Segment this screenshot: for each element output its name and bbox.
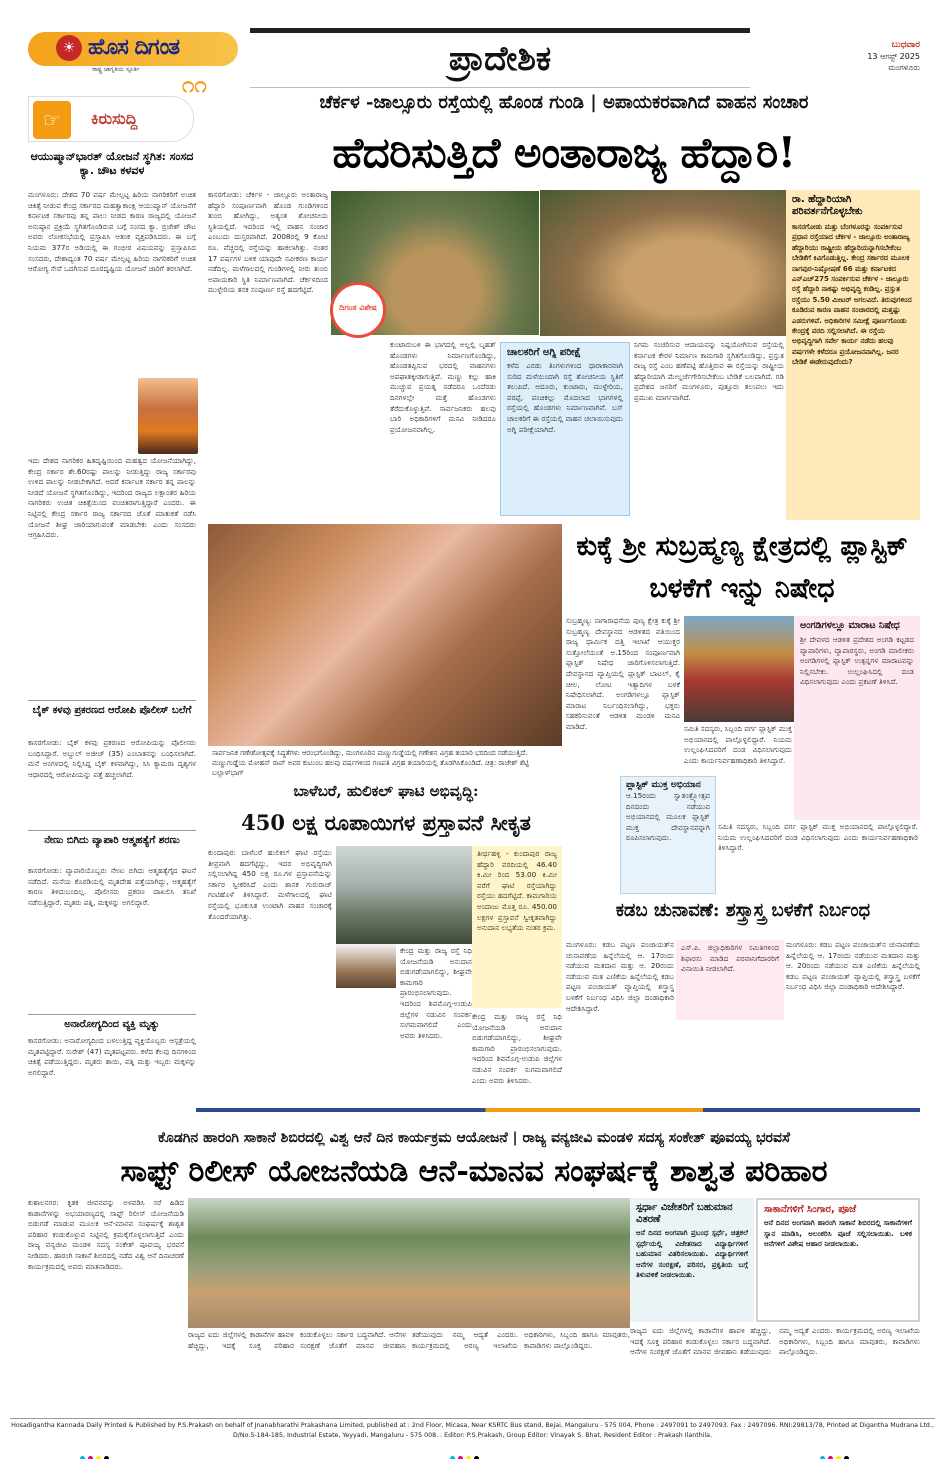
- dateline: [800, 40, 920, 73]
- city: ಮಂಗಳೂರು: [888, 63, 920, 72]
- section-title: ಪ್ರಾದೇಶಿಕ: [448, 39, 552, 79]
- kukke-side-text: [566, 778, 618, 898]
- winners-title: ಸ್ಪರ್ಧಾ ವಿಜೇತರಿಗೆ ಬಹುಮಾನ ವಿತರಣೆ: [636, 1202, 733, 1225]
- winners-box: [630, 1198, 754, 1322]
- main-headline: ಹೆದರಿಸುತ್ತಿದೆ ಅಂತಾರಾಜ್ಯ ಹೆದ್ದಾರಿ!: [332, 128, 796, 177]
- mp-photo: [138, 378, 198, 454]
- imprint-line: Hosadigantha Kannada Daily Printed & Published by P.S.Prakash on behalf of Jnanabharathi Prakashana Limited, published at : 2nd Floor, Micasa, Near KSRTC Bus stand, Bejai, Mangaluru - 575 004, Phone : 2497091 to 2497093. Fax : 2497096. RNI:29813/78, Printed at Digantha Mudrana Ltd., D/No.5-184-185, Industrial Estate, Yeyyadi, Mangaluru - 575 008. . Editor: P.S.Prakash, Group Editor: Vinayak S. Bhat, Resident Editor : Prakash Ilanthila.: [10, 1418, 935, 1444]
- decor-body: ಆನೆ ದಿನದ ಅಂಗವಾಗಿ ಹಾರಂಗಿ ಸಾಕಾನೆ ಶಿಬಿರದಲ್ಲಿ ಸಾಕಾನೆಗಳಿಗೆ ಸ್ನಾನ ಮಾಡಿಸಿ, ಅಲಂಕರಿಸಿ ಪೂಜೆ ಸಲ್ಲಿಸಲಾಯಿತು. ಬಳಿಕ ಆನೆಗಳಿಗೆ ವಿಶೇಷ ಆಹಾರ ನೀಡಲಾಯಿತು.: [764, 1218, 912, 1249]
- driver-box-title: ಚಾಲಕರಿಗೆ ಅಗ್ನಿ ಪರೀಕ್ಷೆ: [507, 347, 581, 358]
- ghat-info-text: ತೀರ್ಥಹಳ್ಳಿ - ಕುಂದಾಪುರ ರಾಜ್ಯ ಹೆದ್ದಾರಿ ವರದಿಯಲ್ಲಿ 46.40 ಕಿ.ಮೀ ರಿಂದ 53.00 ಕಿ.ಮೀ ವರೆಗೆ ಘಾಟಿ ರಸ್ತೆಯಾಗಿದ್ದು ರಸ್ತೆಯು ಹದಗೆಟ್ಟಿದೆ. ಕಾಮಗಾರಿಯ ಅಂದಾಜು ಮೊತ್ತ ರೂ. 450.00 ಲಕ್ಷಗಳ ಪ್ರಸ್ತಾವನೆ ಸ್ವೀಕೃತವಾಗಿದ್ದು ಅನುದಾನ ಲಭ್ಯತೆಯ ನಂತರ ಕ್ರಮ.: [477, 849, 557, 933]
- date: 13 ಆಗಸ್ಟ್ 2025: [867, 52, 920, 61]
- infobox-title: ರಾ. ಹೆದ್ದಾರಿಯಾಗಿ ಪರಿವರ್ತನೆಗೊಳ್ಳಬೇಕು: [792, 194, 863, 217]
- ghat-road-photo: [336, 846, 472, 944]
- kirusuddi-banner: [28, 96, 194, 142]
- elephant-body-tail: ರಾಜ್ಯದ ಐದು ಜಿಲ್ಲೆಗಳಲ್ಲಿ ಕಾಡಾನೆಗಳ ಹಾವಳಿ ಹೆಚ್ಚಿದ್ದು, ಇದಕ್ಕೆ ಸೂಕ್ತ ಪರಿಹಾರ ಕಂಡುಕೊಳ್ಳಲು ಸರ್ಕಾರ ಬದ್ಧವಾಗಿದೆ. ಆನೆಗಳ ಸಂರಕ್ಷಣೆ ಜೊತೆಗೆ ಮಾನವ ಜೀವಹಾನಿ ತಡೆಯುವುದು ನಮ್ಮ ಆದ್ಯತೆ ಎಂದರು. ಕಾರ್ಯಕ್ರಮದಲ್ಲಿ ಅರಣ್ಯ ಇಲಾಖೆಯ ಅಧಿಕಾರಿಗಳು, ಸಿಬ್ಬಂದಿ ಹಾಗೂ ಮಾವುತರು, ಕಾವಾಡಿಗಳು ಪಾಲ್ಗೊಂಡಿದ್ದರು.: [630, 1326, 920, 1357]
- shops-ban-box: [794, 616, 920, 820]
- lamp-icon: ☀: [56, 35, 82, 61]
- plastic-free-box: [620, 776, 716, 894]
- road-photo-2: [540, 190, 786, 336]
- ghat-kicker: ಬಾಳೆಬರೆ, ಹುಲಿಕಲ್ ಘಾಟಿ ಅಭಿವೃದ್ಧಿ:: [293, 782, 479, 800]
- main-story-col1: ಕಾಸರಗೋಡು: ಚೆರ್ಕಳ - ಜಾಲ್ಸೂರು ಅಂತಾರಾಜ್ಯ ಹೆದ್ದಾರಿ ಸಂಪೂರ್ಣವಾಗಿ ಹೊಂಡ ಗುಂಡಿಗಳಿಂದ ತುಂಬಿ ಹೋಗಿದ್ದು, ಅತ್ಯಂತ ಶೋಚನೀಯ ಸ್ಥಿತಿಯಲ್ಲಿದೆ. ಇದರಿಂದ ಇಲ್ಲಿ ವಾಹನ ಸಂಚಾರ ಎಂಬುದು ದುಸ್ತರವಾಗಿದೆ. 2008ರಲ್ಲಿ 9 ಕೋಟಿ ರೂ. ವೆಚ್ಚದಲ್ಲಿ ರಸ್ತೆಯನ್ನು ಹಾಕಲಾಗಿತ್ತು. ನಂತರ 17 ವರ್ಷಗಳ ಬಳಿಕ ಯಾವುದೇ ನವೀಕರಣ ಕಾರ್ಯ ನಡೆದಿಲ್ಲ. ಮಳೆಗಾಲದಲ್ಲಿ ಗುಂಡಿಗಳಲ್ಲಿ ನೀರು ತುಂಬಿ ಅಪಾಯಕಾರಿ ಸ್ಥಿತಿ ನಿರ್ಮಾಣವಾಗಿದೆ. ಚೆರ್ಕಳದಿಂದ ಮುಳ್ಳೇರಿಯ ತನಕ ಸಂಪೂರ್ಣ ರಸ್ತೆ ಹದಗೆಟ್ಟಿದೆ.: [208, 190, 328, 295]
- kukke-body-cont: ಸಮಿತಿ ಸದಸ್ಯರು, ಸಿಬ್ಬಂದಿ ವರ್ಗ ಪ್ಲಾಸ್ಟಿಕ್ ಮುಕ್ತ ಅಭಿಯಾನದಲ್ಲಿ ಪಾಲ್ಗೊಳ್ಳಲಿದ್ದಾರೆ. ನಿಯಮ ಉಲ್ಲಂಘಿಸಿದವರಿಗೆ ದಂಡ ವಿಧಿಸಲಾಗುವುದು ಎಂದು ಕಾರ್ಯನಿರ್ವಹಣಾಧಿಕಾರಿ ತಿಳಿಸಿದ್ದಾರೆ.: [684, 724, 792, 765]
- brief-4: [28, 1018, 196, 1032]
- brief-2: [28, 704, 196, 718]
- brand-tagline: ರಾಷ್ಟ್ರ ಜಾಗೃತಿಯ ಸ್ಪೂರ್ತಿ: [92, 66, 140, 73]
- brief-headline: ಬೈಕ್ ಕಳವು ಪ್ರಕರಣದ ಆರೋಪಿ ಪೊಲೀಸ್ ಬಲೆಗೆ: [32, 705, 192, 716]
- shops-ban-title: ಅಂಗಡಿಗಳಲ್ಲೂ ಮಾರಾಟ ನಿಷೇಧ: [800, 620, 900, 631]
- kukke-headline: ಕುಕ್ಕೆ ಶ್ರೀ ಸುಬ್ರಹ್ಮಣ್ಯ ಕ್ಷೇತ್ರದಲ್ಲಿ ಪ್ಲಾಸ್ಟಿಕ್ ಬಳಕೆಗೆ ಇನ್ನು ನಿಷೇಧ: [576, 531, 908, 604]
- weekday: ಬುಧವಾರ: [891, 40, 920, 50]
- brief-1: [28, 150, 196, 178]
- kadaba-body: ಮಂಗಳೂರು: ಕಡಬ ಪಟ್ಟಣ ಪಂಚಾಯತ್‌ನ ಚುನಾವಣೆಯ ಹಿನ್ನೆಲೆಯಲ್ಲಿ ಆ. 17ರಂದು ನಡೆಯುವ ಮತದಾನ ಮತ್ತು ಆ. 20ರಂದು ನಡೆಯುವ ಮತ ಎಣಿಕೆಯ ಹಿನ್ನೆಲೆಯಲ್ಲಿ ಕಡಬ ಪಟ್ಟಣ ಪಂಚಾಯತ್ ವ್ಯಾಪ್ತಿಯಲ್ಲಿ ಶಸ್ತ್ರಾಸ್ತ್ರ ಬಳಕೆಗೆ ನಿರ್ಬಂಧ ವಿಧಿಸಿ ಜಿಲ್ಲಾ ದಂಡಾಧಿಕಾರಿ ಆದೇಶಿಸಿದ್ದಾರೆ.: [566, 940, 674, 1013]
- registration-marks: [450, 1446, 498, 1454]
- highway-infobox: [786, 190, 920, 520]
- ganesha-idol-photo: [208, 524, 562, 746]
- brief-3: [28, 834, 196, 848]
- main-kicker: ಚೆರ್ಕಳ -ಜಾಲ್ಸೂರು ರಸ್ತೆಯಲ್ಲಿ ಹೊಂಡ ಗುಂಡಿ | ಅಪಾಯಕರವಾಗಿದೆ ವಾಹನ ಸಂಚಾರ: [319, 92, 809, 113]
- plastic-free-title: ಪ್ಲಾಸ್ಟಿಕ್ ಮುಕ್ತ ಅಭಿಯಾನ: [626, 780, 701, 790]
- elephant-camp-photo: [188, 1198, 630, 1328]
- hand-pointer-icon: ☞: [33, 101, 71, 139]
- driver-box: [500, 342, 630, 516]
- ganesha-caption: ಸಾರ್ವಜನಿಕ ಗಣೇಶೋತ್ಸವಕ್ಕೆ ಸಿದ್ಧತೆಗಳು ಆರಂಭಗೊಂಡಿದ್ದು, ಮಂಗಳೂರಿನ ಮಣ್ಣುಗುಡ್ಡೆಯಲ್ಲಿ ಗಣೇಶನ ವಿಗ್ರಹ ತಯಾರಿ ಭರದಿಂದ ನಡೆಯುತ್ತಿದೆ. ಮಣ್ಣುಗುಡ್ಡೆಯ ಮೋಹನ್ ರಾವ್ ಅವರ ಕುಟುಂಬ ಹಲವು ವರ್ಷಗಳಿಂದ ಗಣಪತಿ ವಿಗ್ರಹ ತಯಾರಿಯಲ್ಲಿ ತೊಡಗಿಸಿಕೊಂಡಿದೆ. ಚಿತ್ರ: ರಾಜೇಶ್ ಶೆಟ್ಟಿ ಬಲ್ಲಾಳ್‌ಭಾಗ್: [208, 746, 562, 774]
- elephant-kicker: ಕೊಡಗಿನ ಹಾರಂಗಿ ಸಾಕಾನೆ ಶಿಬಿರದಲ್ಲಿ ವಿಶ್ವ ಆನೆ ದಿನ ಕಾರ್ಯಕ್ರಮ ಆಯೋಜನೆ | ರಾಜ್ಯ ವನ್ಯಜೀವಿ ಮಂಡಳಿ ಸದಸ್ಯ ಸಂಕೇತ್ ಪೂವಯ್ಯ ಭರವಸೆ: [158, 1130, 790, 1146]
- brief-body: ಕಾಸರಗೋಡು: ಅನಾರೋಗ್ಯದಿಂದ ಬಳಲುತ್ತಿದ್ದ ವ್ಯಕ್ತಿಯೊಬ್ಬರು ಆಸ್ಪತ್ರೆಯಲ್ಲಿ ಮೃತಪಟ್ಟಿದ್ದಾರೆ. ಸುರೇಶ್ (47) ಮೃತಪಟ್ಟವರು. ಕಳೆದ ಕೆಲವು ದಿನಗಳಿಂದ ಚಿಕಿತ್ಸೆ ಪಡೆಯುತ್ತಿದ್ದರು. ಮೃತರು ತಾಯಿ, ಪತ್ನಿ ಮತ್ತು ಇಬ್ಬರು ಮಕ್ಕಳನ್ನು ಅಗಲಿದ್ದಾರೆ.: [28, 1036, 196, 1077]
- ghat-body-tail: ಕೇಂದ್ರ ಮತ್ತು ರಾಜ್ಯ ರಸ್ತೆ ನಿಧಿ ಯೋಜನೆಯಡಿ ಅನುದಾನ ಬಿಡುಗಡೆಯಾಗಲಿದ್ದು, ಶೀಘ್ರವೇ ಕಾಮಗಾರಿ ಪ್ರಾರಂಭಿಸಲಾಗುವುದು. ಇದರಿಂದ ಶಿವಮೊಗ್ಗ-ಉಡುಪಿ ಜಿಲ್ಲೆಗಳ ನಡುವಿನ ಸಂಪರ್ಕ ಸುಗಮವಾಗಲಿದೆ ಎಂದು ಅವರು ತಿಳಿಸಿದರು.: [472, 1012, 562, 1085]
- brief-headline: ನೇಣು ಬಿಗಿದು ವ್ಯಾಪಾರಿ ಆತ್ಮಹತ್ಯೆಗೆ ಶರಣು: [44, 835, 180, 846]
- brief-headline: ಆಯುಷ್ಮಾನ್‌ಭಾರತ್ ಯೋಜನೆ ಸ್ಥಗಿತ: ಸಂಸದ ಕ್ಯಾ. ಚೌಟ ಕಳವಳ: [30, 150, 194, 177]
- registration-marks: [80, 1446, 128, 1454]
- main-story-col3: ನಿಗಮ ಸಂಚರಿಸುವ ಆದಾಯವನ್ನು ನಿಷ್ಪಯೋಗಿಸುವ ರಸ್ತೆಯಲ್ಲಿ ಕರ್ನಾಟಕ ಕೇರಳ ನಿರ್ಮಾಣ ಕಾಮಗಾರಿ ಸ್ಥಗಿತಗೊಂಡಿದ್ದು, ಪ್ರಸ್ತುತ ರಾಜ್ಯ ರಸ್ತೆ ಎಂಬ ಹಣೆಪಟ್ಟಿ ಹೊತ್ತಿರುವ ಈ ರಸ್ತೆಯನ್ನು ರಾಷ್ಟ್ರೀಯ ಹೆದ್ದಾರಿಯಾಗಿ ಮೇಲ್ದರ್ಜೆಗೇರಿಸಬೇಕೆಂಬ ಬೇಡಿಕೆ ಬಲವಾಗಿದೆ. ಗಡಿ ಪ್ರದೇಶದ ಜನರಿಗೆ ಮಂಗಳೂರು, ಪುತ್ತೂರು ತಲುಪಲು ಇದು ಪ್ರಮುಖ ಮಾರ್ಗವಾಗಿದೆ.: [634, 340, 784, 402]
- section-divider-stripe: [196, 1108, 920, 1112]
- masthead: [28, 28, 238, 98]
- kadaba-box-text: ಎಸ್.ಪಿ. ಜಿಲ್ಲಾಧಿಕಾರಿಗಳ ಸಮಿತಿಗಳಿಂದ ಶಿಫಾರಸು ಮಾಡಿದ ಪರವಾನಿಗೆದಾರರಿಗೆ ವಿನಾಯಿತಿ ನೀಡಲಾಗಿದೆ.: [681, 943, 779, 974]
- page-number: ೧೧: [182, 72, 207, 98]
- brief-body: ಕಾಸರಗೋಡು: ವ್ಯಾಪಾರಿಯೊಬ್ಬರು ನೇಣು ಬಿಗಿದು ಆತ್ಮಹತ್ಯೆಗೈದ ಘಟನೆ ನಡೆದಿದೆ. ಮನೆಯ ಕೊಠಡಿಯಲ್ಲಿ ಮೃತದೇಹ ಪತ್ತೆಯಾಗಿದ್ದು, ಆತ್ಮಹತ್ಯೆಗೆ ಕಾರಣ ತಿಳಿದುಬಂದಿಲ್ಲ. ಪೊಲೀಸರು ಪ್ರಕರಣ ದಾಖಲಿಸಿ ತನಿಖೆ ನಡೆಸುತ್ತಿದ್ದಾರೆ. ಮೃತರು ಪತ್ನಿ, ಮಕ್ಕಳನ್ನು ಅಗಲಿದ್ದಾರೆ.: [28, 866, 196, 907]
- kadaba-exemption-box: [676, 940, 784, 1020]
- section-header: [250, 28, 750, 88]
- kirusuddi-label: ಕಿರುಸುದ್ದಿ: [91, 109, 138, 128]
- digantha-special-badge: ದಿಗಂತ ವಿಶೇಷ: [330, 282, 386, 338]
- kukke-body-tail: ಸಮಿತಿ ಸದಸ್ಯರು, ಸಿಬ್ಬಂದಿ ವರ್ಗ ಪ್ಲಾಸ್ಟಿಕ್ ಮುಕ್ತ ಅಭಿಯಾನದಲ್ಲಿ ಪಾಲ್ಗೊಳ್ಳಲಿದ್ದಾರೆ. ನಿಯಮ ಉಲ್ಲಂಘಿಸಿದವರಿಗೆ ದಂಡ ವಿಧಿಸಲಾಗುವುದು ಎಂದು ಕಾರ್ಯನಿರ್ವಹಣಾಧಿಕಾರಿ ತಿಳಿಸಿದ್ದಾರೆ.: [718, 822, 918, 853]
- kadaba-body-cont: ಮಂಗಳೂರು: ಕಡಬ ಪಟ್ಟಣ ಪಂಚಾಯತ್‌ನ ಚುನಾವಣೆಯ ಹಿನ್ನೆಲೆಯಲ್ಲಿ ಆ. 17ರಂದು ನಡೆಯುವ ಮತದಾನ ಮತ್ತು ಆ. 20ರಂದು ನಡೆಯುವ ಮತ ಎಣಿಕೆಯ ಹಿನ್ನೆಲೆಯಲ್ಲಿ ಕಡಬ ಪಟ್ಟಣ ಪಂಚಾಯತ್ ವ್ಯಾಪ್ತಿಯಲ್ಲಿ ಶಸ್ತ್ರಾಸ್ತ್ರ ಬಳಕೆಗೆ ನಿರ್ಬಂಧ ವಿಧಿಸಿ ಜಿಲ್ಲಾ ದಂಡಾಧಿಕಾರಿ ಆದೇಶಿಸಿದ್ದಾರೆ.: [786, 940, 920, 992]
- brief-body: ಮಂಗಳೂರು: ದೇಶದ 70 ವರ್ಷ ಮೇಲ್ಪಟ್ಟ ಹಿರಿಯ ನಾಗರಿಕರಿಗೆ ಉಚಿತ ಚಿಕಿತ್ಸೆ ನೀಡುವ ಕೇಂದ್ರ ಸರ್ಕಾರದ ಮಹತ್ವಾಕಾಂಕ್ಷಿ ಆಯುಷ್ಮಾನ್ ಯೋಜನೆಗೆ ಕರ್ನಾಟಕ ಸರ್ಕಾರವು ತನ್ನ ಪಾಲು ನೀಡದ ಕಾರಣ ರಾಜ್ಯದಲ್ಲಿ ಯೋಜನೆ ಅನುಷ್ಠಾನ ಪ್ರಕ್ರಿಯೆ ಸ್ಥಗಿತಗೊಂಡಿರುವ ಬಗ್ಗೆ ಸಂಸದ ಕ್ಯಾ. ಬ್ರಿಜೇಶ್ ಚೌಟ ಅವರು ಲೋಕಸಭೆಯಲ್ಲಿ ಪ್ರಸ್ತಾಪಿಸಿ ಆತಂಕ ವ್ಯಕ್ತಪಡಿಸಿದರು. ಈ ಬಗ್ಗೆ ನಿಯಮ 377ರ ಅಡಿಯಲ್ಲಿ ಈ ಗಂಭೀರ ವಿಷಯವನ್ನು ಪ್ರಸ್ತಾಪಿಸಿದ ಸಂಸದರು, ದೇಶಾದ್ಯಂತ 70 ವರ್ಷ ಮೇಲ್ಪಟ್ಟ ಹಿರಿಯ ನಾಗರಿಕರಿಗೆ ಉಚಿತ ಆರೋಗ್ಯ ಸೇವೆ ಒದಗಿಸುವ ದೂರದೃಷ್ಟಿಯ ಯೋಜನೆ ಜಾರಿಗೆ ತರಲಾಗಿದೆ.: [28, 190, 196, 274]
- brief-body-2: ಇದು ದೇಶದ ನಾಗರಿಕರ ಹಿತದೃಷ್ಟಿಯಿಂದ ಮಹತ್ವದ ಯೋಜನೆಯಾಗಿದ್ದು, ಕೇಂದ್ರ ಸರ್ಕಾರ ಶೇ.60ರಷ್ಟು ಪಾಲನ್ನು ನೀಡುತ್ತಿದ್ದು ರಾಜ್ಯ ಸರ್ಕಾರವು ಉಳಿದ ಪಾಲನ್ನು ನೀಡಬೇಕಾಗಿದೆ. ಆದರೆ ಕರ್ನಾಟಕ ಸರ್ಕಾರ ತನ್ನ ಪಾಲನ್ನು ನೀಡದೆ ಯೋಜನೆ ಸ್ಥಗಿತಗೊಂಡಿದ್ದು, ಇದರಿಂದ ರಾಜ್ಯದ ಲಕ್ಷಾಂತರ ಹಿರಿಯ ನಾಗರಿಕರು ಉಚಿತ ಚಿಕಿತ್ಸೆಯಿಂದ ವಂಚಿತರಾಗುತ್ತಿದ್ದಾರೆ ಎಂದರು. ಈ ನಿಟ್ಟಿನಲ್ಲಿ ಕೇಂದ್ರ ಸರ್ಕಾರ ರಾಜ್ಯ ಸರ್ಕಾರದ ಜೊತೆ ಮಾತುಕತೆ ನಡೆಸಿ ಯೋಜನೆ ಶೀಘ್ರ ಜಾರಿಯಾಗುವಂತೆ ಮಾಡಬೇಕು ಎಂದು ಸಂಸದರು ಆಗ್ರಹಿಸಿದರು.: [28, 456, 196, 540]
- elephant-body: ಕುಶಾಲನಗರ: ಕೃತಕ ಜೀವನವನ್ನು ಅಳವಡಿಸಿ ಸರೆ ಹಿಡಿದ ಕಾಡಾನೆಗಳನ್ನು ಅಭಯಾರಣ್ಯದಲ್ಲಿ ಸಾಫ್ಟ್ ರಿಲೀಸ್ ಯೋಜನೆಯಡಿ ಬಿಡುಗಡೆ ಮಾಡುವ ಮೂಲಕ ಆನೆ-ಮಾನವ ಸಂಘರ್ಷಕ್ಕೆ ಶಾಶ್ವತ ಪರಿಹಾರ ಕಂಡುಕೊಳ್ಳುವ ನಿಟ್ಟಿನಲ್ಲಿ ಕ್ರಮಕೈಗೊಳ್ಳಲಾಗುತ್ತಿದೆ ಎಂದು ರಾಜ್ಯ ವನ್ಯಜೀವಿ ಮಂಡಳಿ ಸದಸ್ಯ ಸಂಕೇತ್ ಪೂವಯ್ಯ ಭರವಸೆ ನೀಡಿದರು. ಹಾರಂಗಿ ಸಾಕಾನೆ ಶಿಬಿರದಲ್ಲಿ ನಡೆದ ವಿಶ್ವ ಆನೆ ದಿನಾಚರಣೆ ಕಾರ್ಯಕ್ರಮದಲ್ಲಿ ಅವರು ಮಾತನಾಡಿದರು.: [28, 1198, 184, 1271]
- elephant-headline: ಸಾಫ್ಟ್ ರಿಲೀಸ್ ಯೋಜನೆಯಡಿ ಆನೆ-ಮಾನವ ಸಂಘರ್ಷಕ್ಕೆ ಶಾಶ್ವತ ಪರಿಹಾರ: [120, 1154, 828, 1189]
- ghat-info-box: [472, 846, 562, 1008]
- ghat-body-cont: ಕೇಂದ್ರ ಮತ್ತು ರಾಜ್ಯ ರಸ್ತೆ ನಿಧಿ ಯೋಜನೆಯಡಿ ಅನುದಾನ ಬಿಡುಗಡೆಯಾಗಲಿದ್ದು, ಶೀಘ್ರವೇ ಕಾಮಗಾರಿ ಪ್ರಾರಂಭಿಸಲಾಗುವುದು. ಇದರಿಂದ ಶಿವಮೊಗ್ಗ-ಉಡುಪಿ ಜಿಲ್ಲೆಗಳ ನಡುವಿನ ಸಂಪರ್ಕ ಸುಗಮವಾಗಲಿದೆ ಎಂದು ಅವರು ತಿಳಿಸಿದರು.: [400, 946, 472, 1040]
- brief-body: ಕಾಸರಗೋಡು: ಬೈಕ್ ಕಳವು ಪ್ರಕರಣದ ಆರೋಪಿಯನ್ನು ಪೊಲೀಸರು ಬಂಧಿಸಿದ್ದಾರೆ. ಅಬ್ದುಲ್ ಅಜೀಜ್ (35) ಎಂಬಾತನನ್ನು ಬಂಧಿಸಲಾಗಿದೆ. ಮನೆ ಅಂಗಳದಲ್ಲಿ ನಿಲ್ಲಿಸಿದ್ದ ಬೈಕ್ ಕಳವಾಗಿದ್ದು, ಸಿಸಿ ಕ್ಯಾಮರಾ ದೃಶ್ಯಗಳ ಆಧಾರದಲ್ಲಿ ಆರೋಪಿಯನ್ನು ಪತ್ತೆ ಹಚ್ಚಲಾಗಿದೆ.: [28, 738, 196, 779]
- kukke-body: ಸುಬ್ರಹ್ಮಣ್ಯ: ನಾಗಾರಾಧನೆಯ ಪುಣ್ಯ ಕ್ಷೇತ್ರ ಕುಕ್ಕೆ ಶ್ರೀ ಸುಬ್ರಹ್ಮಣ್ಯ ದೇವಸ್ಥಾನದ ಆಡಳಿತದ ವತಿಯಿಂದ ರಾಜ್ಯ ಧಾರ್ಮಿಕ ದತ್ತಿ ಇಲಾಖೆ ಆಯುಕ್ತರ ಸುತ್ತೋಲೆಯಂತೆ ಆ.15ರಿಂದ ಸಂಪೂರ್ಣವಾಗಿ ಪ್ಲಾಸ್ಟಿಕ್ ನಿಷೇಧ ಜಾರಿಗೊಳಿಸಲಾಗುತ್ತಿದೆ. ದೇವಸ್ಥಾನದ ವ್ಯಾಪ್ತಿಯಲ್ಲಿ ಪ್ಲಾಸ್ಟಿಕ್ ಬಾಟಲ್, ಕೈ ಚೀಲ, ಲೋಟ ಇತ್ಯಾದಿಗಳ ಬಳಕೆ ನಿಷೇಧಿಸಲಾಗಿದೆ. ಅಂಗಡಿಗಳಲ್ಲೂ ಪ್ಲಾಸ್ಟಿಕ್ ಮಾರಾಟ ನಿರ್ಬಂಧಿಸಲಾಗಿದ್ದು, ಭಕ್ತರು ಸಹಕರಿಸುವಂತೆ ಆಡಳಿತ ಮಂಡಳಿ ಮನವಿ ಮಾಡಿದೆ.: [566, 616, 680, 731]
- kukke-temple-photo: [684, 616, 794, 722]
- divider: [28, 1014, 196, 1015]
- kadaba-headline: ಕಡಬ ಚುನಾವಣೆ: ಶಸ್ತ್ರಾಸ್ತ್ರ ಬಳಕೆಗೆ ನಿರ್ಬಂಧ: [615, 900, 871, 921]
- winners-body: ಆನೆ ದಿನದ ಅಂಗವಾಗಿ ಪ್ರಬಂಧ ಸ್ಪರ್ಧೆ, ಚಿತ್ರಕಲೆ ಸ್ಪರ್ಧೆಯಲ್ಲಿ ವಿಜೇತರಾದ ವಿದ್ಯಾರ್ಥಿಗಳಿಗೆ ಬಹುಮಾನ ವಿತರಿಸಲಾಯಿತು. ವಿದ್ಯಾರ್ಥಿಗಳಿಗೆ ಆನೆಗಳ ಸಂರಕ್ಷಣೆ, ಪರಿಸರ, ಪ್ರಕೃತಿಯ ಬಗ್ಗೆ ತಿಳುವಳಿಕೆ ನೀಡಲಾಯಿತು.: [636, 1228, 748, 1280]
- decor-title: ಸಾಕಾನೆಗಳಿಗೆ ಸಿಂಗಾರ, ಪೂಜೆ: [764, 1204, 857, 1215]
- brand-name: ಹೊಸ ದಿಗಂತ: [88, 34, 180, 60]
- infobox-body: ಕಾಸರಗೋಡು ಮತ್ತು ಬೆಂಗಳೂರನ್ನು ಸಂಪರ್ಕಿಸುವ ಪ್ರಧಾನ ರಸ್ತೆಯಾದ ಚೆರ್ಕಳ - ಜಾಲ್ಸೂರು ಅಂತಾರಾಜ್ಯ ಹೆದ್ದಾರಿಯು ರಾಷ್ಟ್ರೀಯ ಹೆದ್ದಾರಿಯನ್ನಾಗಿಸಬೇಕೆಂಬ ಬೇಡಿಕೆಗೆ ಕಿವಿಗೊಡುತ್ತಿಲ್ಲ. ಕೇಂದ್ರ ಸರ್ಕಾರದ ಮೂಲಕ ನಾಗಪುರ-ನಿಷ್ಕೋಷಣೆ 66 ಮತ್ತು ಕರ್ನಾಟಕದ ಎನ್‌ಎಚ್‌275 ಸಂಪರ್ಕಿಸುವ ಚೆರ್ಕಳ - ಜಾಲ್ಸೂರು ರಸ್ತೆ ಹೆದ್ದಾರಿ ನಾಕಷ್ಟು ಅಭಿವೃದ್ಧಿ ಕಂಡಿಲ್ಲ. ಪ್ರಸ್ತುತ ರಸ್ತೆಯು 5.50 ಮೀಟರ್ ಅಗಲವಿದೆ. ತಿರುವುಗಳಿಂದ ಕೂಡಿರುವ ಕಾರಣ ವಾಹನ ಸಂಚಾರದಲ್ಲಿ ಮತ್ತಷ್ಟು ಎಡರುಗಳಿವೆ. ಅಧಿಕಾರಿಗಳ ಸಮೀಕ್ಷೆ ಪೂರ್ಣಗೊಂಡು ಕೇಂದ್ರಕ್ಕೆ ವರದಿ ಸಲ್ಲಿಸಲಾಗಿದೆ. ಈ ರಸ್ತೆಯ ಅಭಿವೃದ್ಧಿಗಾಗಿ ಸರ್ವೇ ಕಾರ್ಯ ನಡೆದು ಹಲವು ವರ್ಷಗಳೇ ಕಳೆದರೂ ಪ್ರಯೋಜನವಾಗಿಲ್ಲ. ಜನರ ಬೇಡಿಕೆ ಈಡೇರುವುದೆಂದು?: [792, 223, 912, 367]
- decor-box: [756, 1198, 920, 1322]
- brief-body-cont: [28, 378, 134, 456]
- ghat-body: ಕುಂದಾಪುರ: ಬಾಳೆಬರೆ ಹುಲಿಕಲ್ ಘಾಟಿ ರಸ್ತೆಯು ತೀವ್ರವಾಗಿ ಹದಗೆಟ್ಟಿದ್ದು, ಇದರ ಅಭಿವೃದ್ಧಿಗಾಗಿ ಸಲ್ಲಿಸಲಾಗಿದ್ದ 450 ಲಕ್ಷ ರೂ.ಗಳ ಪ್ರಸ್ತಾವನೆಯನ್ನು ಸರ್ಕಾರ ಸ್ವೀಕರಿಸಿದೆ ಎಂದು ಶಾಸಕ ಗುರುರಾಜ್ ಗಂಟಿಹೊಳೆ ತಿಳಿಸಿದ್ದಾರೆ. ಮಳೆಗಾಲದಲ್ಲಿ ಘಾಟಿ ರಸ್ತೆಯಲ್ಲಿ ಭೂಕುಸಿತ ಉಂಟಾಗಿ ವಾಹನ ಸಂಚಾರಕ್ಕೆ ತೊಂದರೆಯಾಗಿತ್ತು.: [208, 848, 332, 921]
- main-story-col2: ಕುಂಟಾರುಬಳಿ ಈ ಭಾಗದಲ್ಲಿ ಅಲ್ಲಲ್ಲಿ ಬೃಹತ್ ಹೊಂಡಗಳು ನಿರ್ಮಾಣಗೊಂಡಿದ್ದು, ಹೊಂಡತಪ್ಪಿಸುವ ಭರದಲ್ಲಿ ವಾಹನಗಳು ಅಪಘಾತಕ್ಕೀಡಾಗುತ್ತಿವೆ. ಮಣ್ಣು ಕಲ್ಲು ಹಾಕಿ ಮುಚ್ಚುವ ಪ್ರಯತ್ನ ನಡೆದರೂ ಒಂದೆರಡು ದಿನಗಳಲ್ಲೇ ಮತ್ತೆ ಹೊಂಡಗಳು ತೆರೆದುಕೊಳ್ಳುತ್ತಿವೆ. ಸಾರ್ವಜನಿಕರು ಹಲವು ಬಾರಿ ಅಧಿಕಾರಿಗಳಿಗೆ ಮನವಿ ನೀಡಿದರೂ ಪ್ರಯೋಜನವಾಗಿಲ್ಲ.: [390, 340, 496, 434]
- brief-headline: ಅನಾರೋಗ್ಯದಿಂದ ವ್ಯಕ್ತಿ ಮೃತ್ಯು: [64, 1019, 160, 1030]
- shops-ban-body: ಶ್ರೀ ದೇವಳದ ಆಡಳಿತ ಪ್ರದೇಶದ ಅಂಗಡಿ ಕಟ್ಟಡದ ವ್ಯಾಪಾರಿಗಳು, ವ್ಯಾಪಾರಸ್ಥರು, ಅಂಗಡಿ ಮಾಲೀಕರು ಅಂಗಡಿಗಳಲ್ಲಿ ಪ್ಲಾಸ್ಟಿಕ್ ಉತ್ಪನ್ನಗಳ ಮಾರಾಟವನ್ನು ನಿಲ್ಲಿಸಬೇಕು. ಉಲ್ಲಂಘಿಸಿದಲ್ಲಿ ದಂಡ ವಿಧಿಸಲಾಗುವುದು ಎಂದು ಪ್ರಕಟಣೆ ತಿಳಿಸಿದೆ.: [800, 635, 914, 687]
- divider: [28, 830, 196, 831]
- plastic-free-body: ಆ.15ರಂದು ಸ್ವಾತಂತ್ರ್ಯೋತ್ಸವ ದಿನದಂದು ನಡೆಯುವ ಅಭಿಯಾನದಲ್ಲಿ ಮೂಲಕ ಪ್ಲಾಸ್ಟಿಕ್ ಮುಕ್ತ ದೇವಸ್ಥಾನವನ್ನಾಗಿ ರೂಪಿಸಲಾಗುವುದು.: [626, 791, 710, 843]
- elephant-body-cont: ರಾಜ್ಯದ ಐದು ಜಿಲ್ಲೆಗಳಲ್ಲಿ ಕಾಡಾನೆಗಳ ಹಾವಳಿ ಹೆಚ್ಚಿದ್ದು, ಇದಕ್ಕೆ ಸೂಕ್ತ ಪರಿಹಾರ ಕಂಡುಕೊಳ್ಳಲು ಸರ್ಕಾರ ಬದ್ಧವಾಗಿದೆ. ಆನೆಗಳ ಸಂರಕ್ಷಣೆ ಜೊತೆಗೆ ಮಾನವ ಜೀವಹಾನಿ ತಡೆಯುವುದು ನಮ್ಮ ಆದ್ಯತೆ ಎಂದರು. ಕಾರ್ಯಕ್ರಮದಲ್ಲಿ ಅರಣ್ಯ ಇಲಾಖೆಯ ಅಧಿಕಾರಿಗಳು, ಸಿಬ್ಬಂದಿ ಹಾಗೂ ಮಾವುತರು, ಕಾವಾಡಿಗಳು ಪಾಲ್ಗೊಂಡಿದ್ದರು.: [188, 1330, 630, 1350]
- divider: [28, 700, 196, 701]
- ghat-headline: 450 ಲಕ್ಷ ರೂಪಾಯಿಗಳ ಪ್ರಸ್ತಾವನೆ ಸೀಕೃತ: [241, 810, 531, 835]
- driver-box-body: ಕಳೆದ ಎರಡು ತಿಂಗಳುಗಳಿಂದ ಧಾರಾಕಾರವಾಗಿ ಸುರಿದ ಮಳೆಯಿಂದಾಗಿ ರಸ್ತೆ ಶೋಚನೀಯ ಸ್ಥಿತಿಗೆ ತಲುಪಿದೆ. ಆದೂರು, ಕುಂಟಾರು, ಮುಳ್ಳೇರಿಯ, ಪರಪ್ಪೆ, ಪಂಚಿಕಲ್ಲು ಮೊದಲಾದ ಭಾಗಗಳಲ್ಲಿ ರಸ್ತೆಯಲ್ಲಿ ಹೊಂಡಗಳು ನಿರ್ಮಾಣವಾಗಿವೆ. ಬಸ್ ಚಾಲಕರಿಗೆ ಈ ರಸ್ತೆಯಲ್ಲಿ ವಾಹನ ಚಲಾಯಿಸುವುದು ಅಗ್ನಿ ಪರೀಕ್ಷೆಯಾಗಿದೆ.: [507, 361, 623, 434]
- registration-marks: [820, 1446, 868, 1454]
- mla-photo: [336, 944, 396, 988]
